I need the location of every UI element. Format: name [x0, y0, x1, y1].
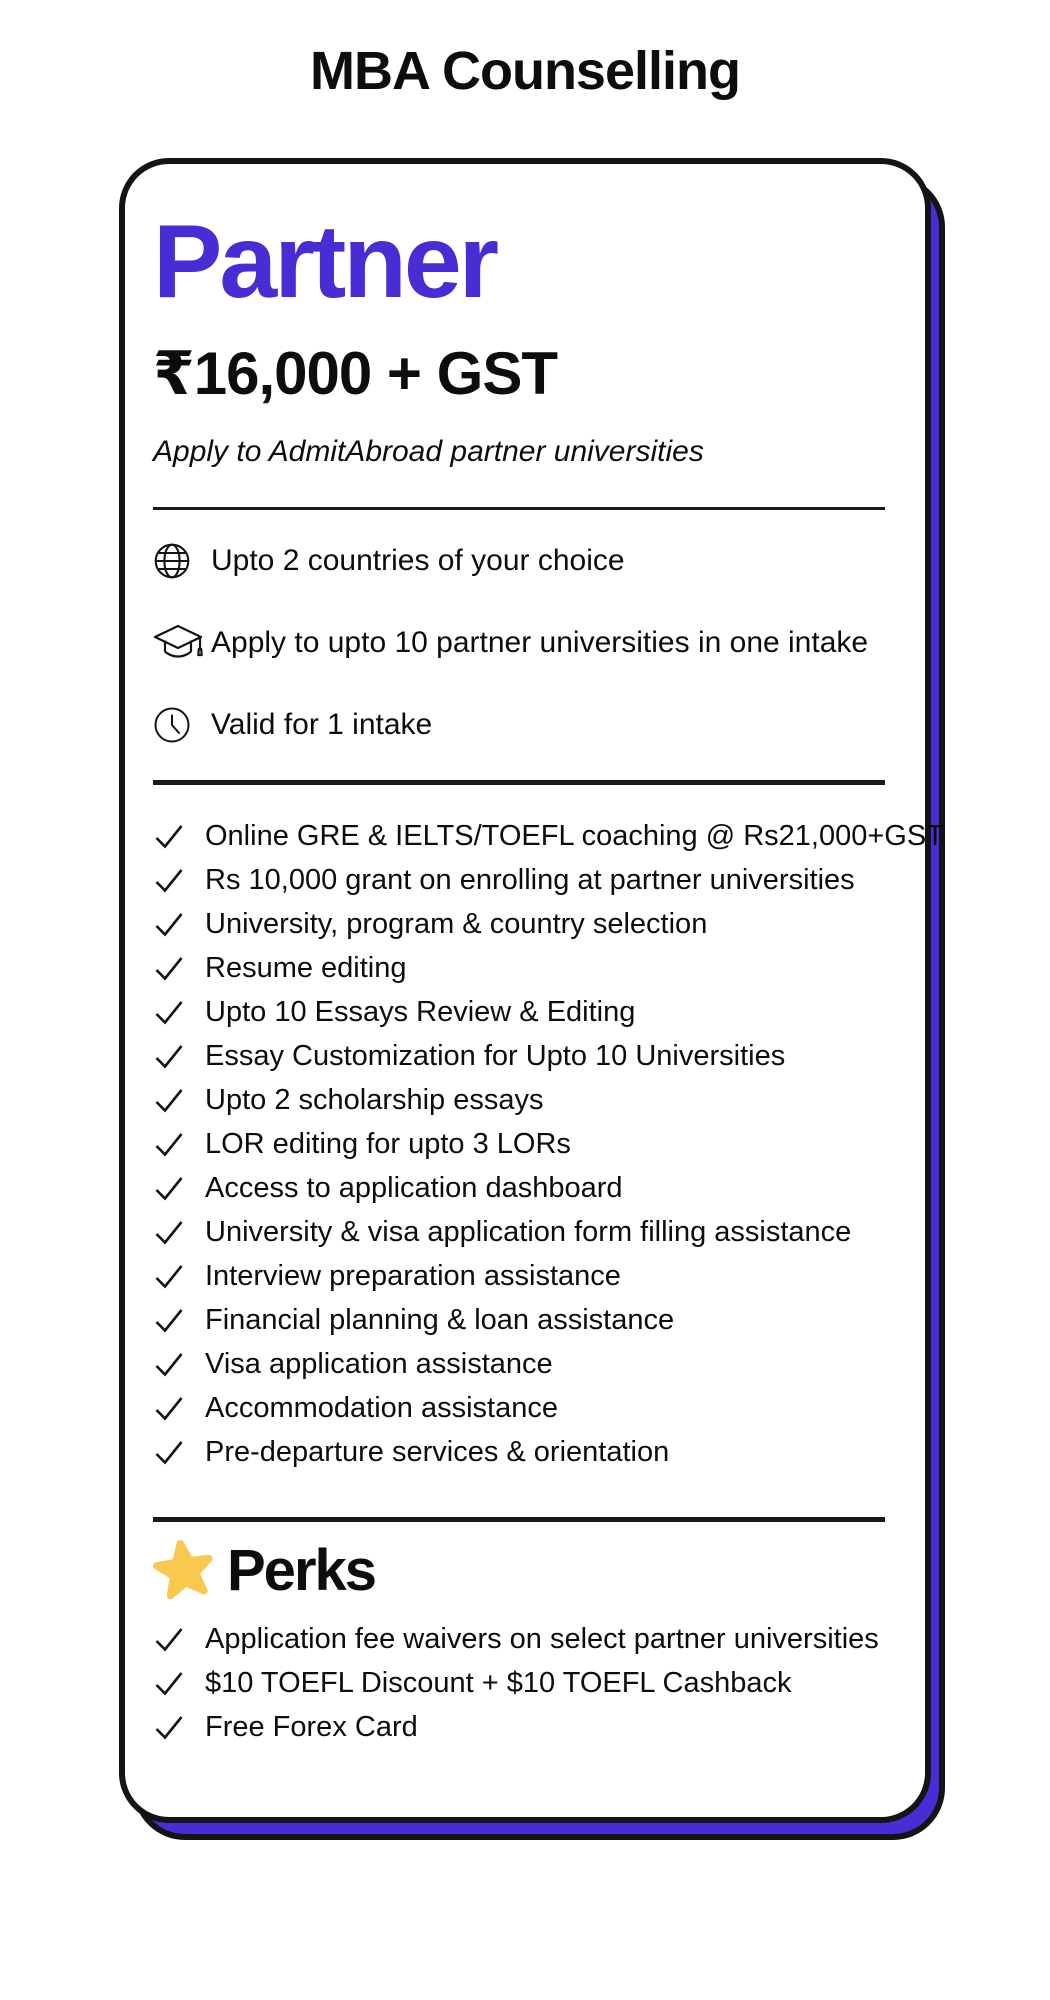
check-icon — [153, 999, 191, 1026]
graduation-cap-icon — [153, 624, 205, 662]
feature-item — [153, 1305, 885, 1335]
highlight-label: Valid for 1 intake — [211, 708, 433, 742]
check-icon — [153, 823, 191, 850]
divider-top — [153, 507, 885, 510]
highlight-label: Apply to upto 10 partner universities in one intake — [211, 626, 869, 660]
feature-label: Resume editing — [205, 951, 407, 984]
divider-perks — [153, 1517, 885, 1522]
check-icon — [153, 1043, 191, 1070]
check-icon — [153, 955, 191, 982]
plan-card-wrap — [119, 158, 944, 1823]
feature-item — [153, 1393, 885, 1423]
check-icon — [153, 867, 191, 894]
feature-label: University & visa application form filling assistance — [205, 1215, 852, 1248]
feature-item — [153, 909, 885, 939]
check-icon — [153, 1670, 191, 1697]
plan-price: ₹16,000 + GST — [153, 340, 557, 408]
perks-list — [153, 1624, 885, 1742]
perks-header — [153, 1538, 885, 1602]
feature-label: Upto 10 Essays Review & Editing — [205, 995, 636, 1028]
check-icon — [153, 1307, 191, 1334]
star-icon — [149, 1536, 219, 1604]
feature-item — [153, 1129, 885, 1159]
feature-label: Upto 2 scholarship essays — [205, 1083, 544, 1116]
highlight-row-universities — [153, 614, 885, 672]
plan-name: Partner — [153, 204, 497, 320]
check-icon — [153, 1263, 191, 1290]
feature-label: Accommodation assistance — [205, 1391, 558, 1424]
feature-item — [153, 953, 885, 983]
features-list — [153, 819, 944, 1468]
feature-label: LOR editing for upto 3 LORs — [205, 1127, 571, 1160]
feature-item — [153, 1349, 885, 1379]
check-icon — [153, 1395, 191, 1422]
feature-item — [153, 819, 944, 852]
check-icon — [153, 1626, 191, 1653]
perk-label: $10 TOEFL Discount + $10 TOEFL Cashback — [205, 1666, 792, 1699]
feature-item — [153, 997, 885, 1027]
feature-item — [153, 1173, 885, 1203]
check-icon — [153, 1087, 191, 1114]
feature-label: Pre-departure services & orientation — [205, 1435, 670, 1468]
check-icon — [153, 911, 191, 938]
highlight-label: Upto 2 countries of your choice — [211, 544, 625, 578]
perks-heading: Perks — [227, 1537, 376, 1603]
feature-label: University, program & country selection — [205, 907, 708, 940]
feature-label: Rs 10,000 grant on enrolling at partner universities — [205, 863, 855, 896]
perk-item — [153, 1668, 885, 1698]
feature-item — [153, 865, 885, 895]
feature-item — [153, 1217, 885, 1247]
clock-icon — [153, 706, 205, 744]
feature-label: Visa application assistance — [205, 1347, 553, 1380]
globe-icon — [153, 542, 205, 580]
page-title: MBA Counselling — [310, 41, 740, 101]
check-icon — [153, 1439, 191, 1466]
plan-card — [119, 158, 944, 1823]
check-icon — [153, 1351, 191, 1378]
highlight-row-countries — [153, 532, 885, 590]
check-icon — [153, 1175, 191, 1202]
plan-subtitle: Apply to AdmitAbroad partner universities — [153, 435, 704, 469]
perk-item — [153, 1624, 885, 1654]
perk-label: Free Forex Card — [205, 1710, 418, 1743]
highlights-section — [153, 532, 885, 754]
feature-item — [153, 1261, 885, 1291]
feature-label: Interview preparation assistance — [205, 1259, 621, 1292]
feature-label: Essay Customization for Upto 10 Universities — [205, 1039, 786, 1072]
highlight-row-validity — [153, 696, 885, 754]
feature-item — [153, 1041, 885, 1071]
perk-item — [153, 1712, 885, 1742]
divider-middle — [153, 780, 885, 785]
feature-label: Access to application dashboard — [205, 1171, 623, 1204]
check-icon — [153, 1219, 191, 1246]
feature-label: Online GRE & IELTS/TOEFL coaching @ Rs21,000+GST — [205, 819, 944, 852]
perk-label: Application fee waivers on select partner universities — [205, 1622, 879, 1655]
check-icon — [153, 1131, 191, 1158]
feature-item — [153, 1085, 885, 1115]
feature-label: Financial planning & loan assistance — [205, 1303, 675, 1336]
feature-item — [153, 1437, 885, 1467]
check-icon — [153, 1714, 191, 1741]
